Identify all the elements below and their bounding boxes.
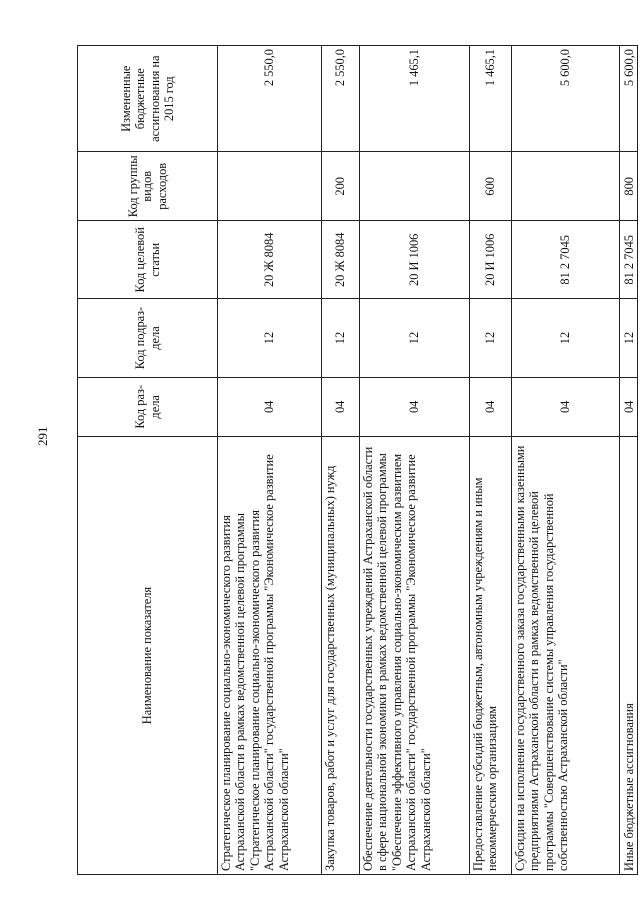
table-row [620, 46, 638, 875]
header-expense-group: Код группы видов расходов [78, 152, 218, 221]
row-name: Закупка товаров, работ и услуг для государственных (муниципальных) нужд [322, 437, 360, 875]
header-amount: Измененные бюджетные ассигнования на 2015 год [78, 46, 218, 152]
row-section: 04 [620, 377, 638, 436]
row-subsection: 12 [512, 299, 620, 377]
row-group [360, 152, 470, 221]
row-group: 200 [322, 152, 360, 221]
row-group: 600 [470, 152, 512, 221]
table-row [218, 46, 322, 875]
row-target: 20 Ж 8084 [322, 221, 360, 299]
rotated-table-container [77, 45, 636, 875]
table-row [360, 46, 470, 875]
table-row [470, 46, 512, 875]
table-row [512, 46, 620, 875]
row-group [512, 152, 620, 221]
budget-table [77, 45, 638, 875]
row-section: 04 [470, 377, 512, 436]
row-amount: 2 550,0 [322, 46, 360, 152]
row-name: Субсидии на исполнение государственного заказа государственными казенными предприятиями Астраханской области в рамках ведомственной целевой программы "Совершенствование системы управления государственной собственностью Астраханской области" [512, 437, 620, 875]
row-name: Иные бюджетные ассигнования [620, 437, 638, 875]
row-group: 800 [620, 152, 638, 221]
row-section: 04 [360, 377, 470, 436]
header-name: Наименование показателя [78, 437, 218, 875]
row-target: 20 И 1006 [470, 221, 512, 299]
row-name: Предоставление субсидий бюджетным, автономным учреждениям и иным некоммерческим организациям [470, 437, 512, 875]
row-subsection: 12 [470, 299, 512, 377]
row-target: 20 Ж 8084 [218, 221, 322, 299]
row-target: 81 2 7045 [620, 221, 638, 299]
row-target: 20 И 1006 [360, 221, 470, 299]
page-number: 291 [35, 426, 50, 446]
row-subsection: 12 [620, 299, 638, 377]
row-name: Обеспечение деятельности государственных учреждений Астраханской области в сфере национальной экономики в рамках ведомственной целевой программы "Обеспечение эффективного управления социально-экономическим развитием Астраханской области" государственной программы "Экономическое развитие Астраханской области" [360, 437, 470, 875]
row-group [218, 152, 322, 221]
row-amount: 2 550,0 [218, 46, 322, 152]
table-row [322, 46, 360, 875]
row-amount: 5 600,0 [620, 46, 638, 152]
row-target: 81 2 7045 [512, 221, 620, 299]
row-subsection: 12 [218, 299, 322, 377]
header-row [78, 46, 218, 875]
row-section: 04 [512, 377, 620, 436]
row-section: 04 [218, 377, 322, 436]
row-amount: 1 465,1 [470, 46, 512, 152]
header-section: Код раз-дела [78, 377, 218, 436]
row-section: 04 [322, 377, 360, 436]
row-name: Стратегическое планирование социально-экономического развития Астраханской области в рамках ведомственной целевой программы "Стратегическое планирование социально-экономического развития Астраханской области" государственной программы "Экономическое развитие Астраханской области" [218, 437, 322, 875]
header-target: Код целевой статьи [78, 221, 218, 299]
row-amount: 5 600,0 [512, 46, 620, 152]
header-subsection: Код подраз-дела [78, 299, 218, 377]
row-subsection: 12 [360, 299, 470, 377]
row-amount: 1 465,1 [360, 46, 470, 152]
row-subsection: 12 [322, 299, 360, 377]
